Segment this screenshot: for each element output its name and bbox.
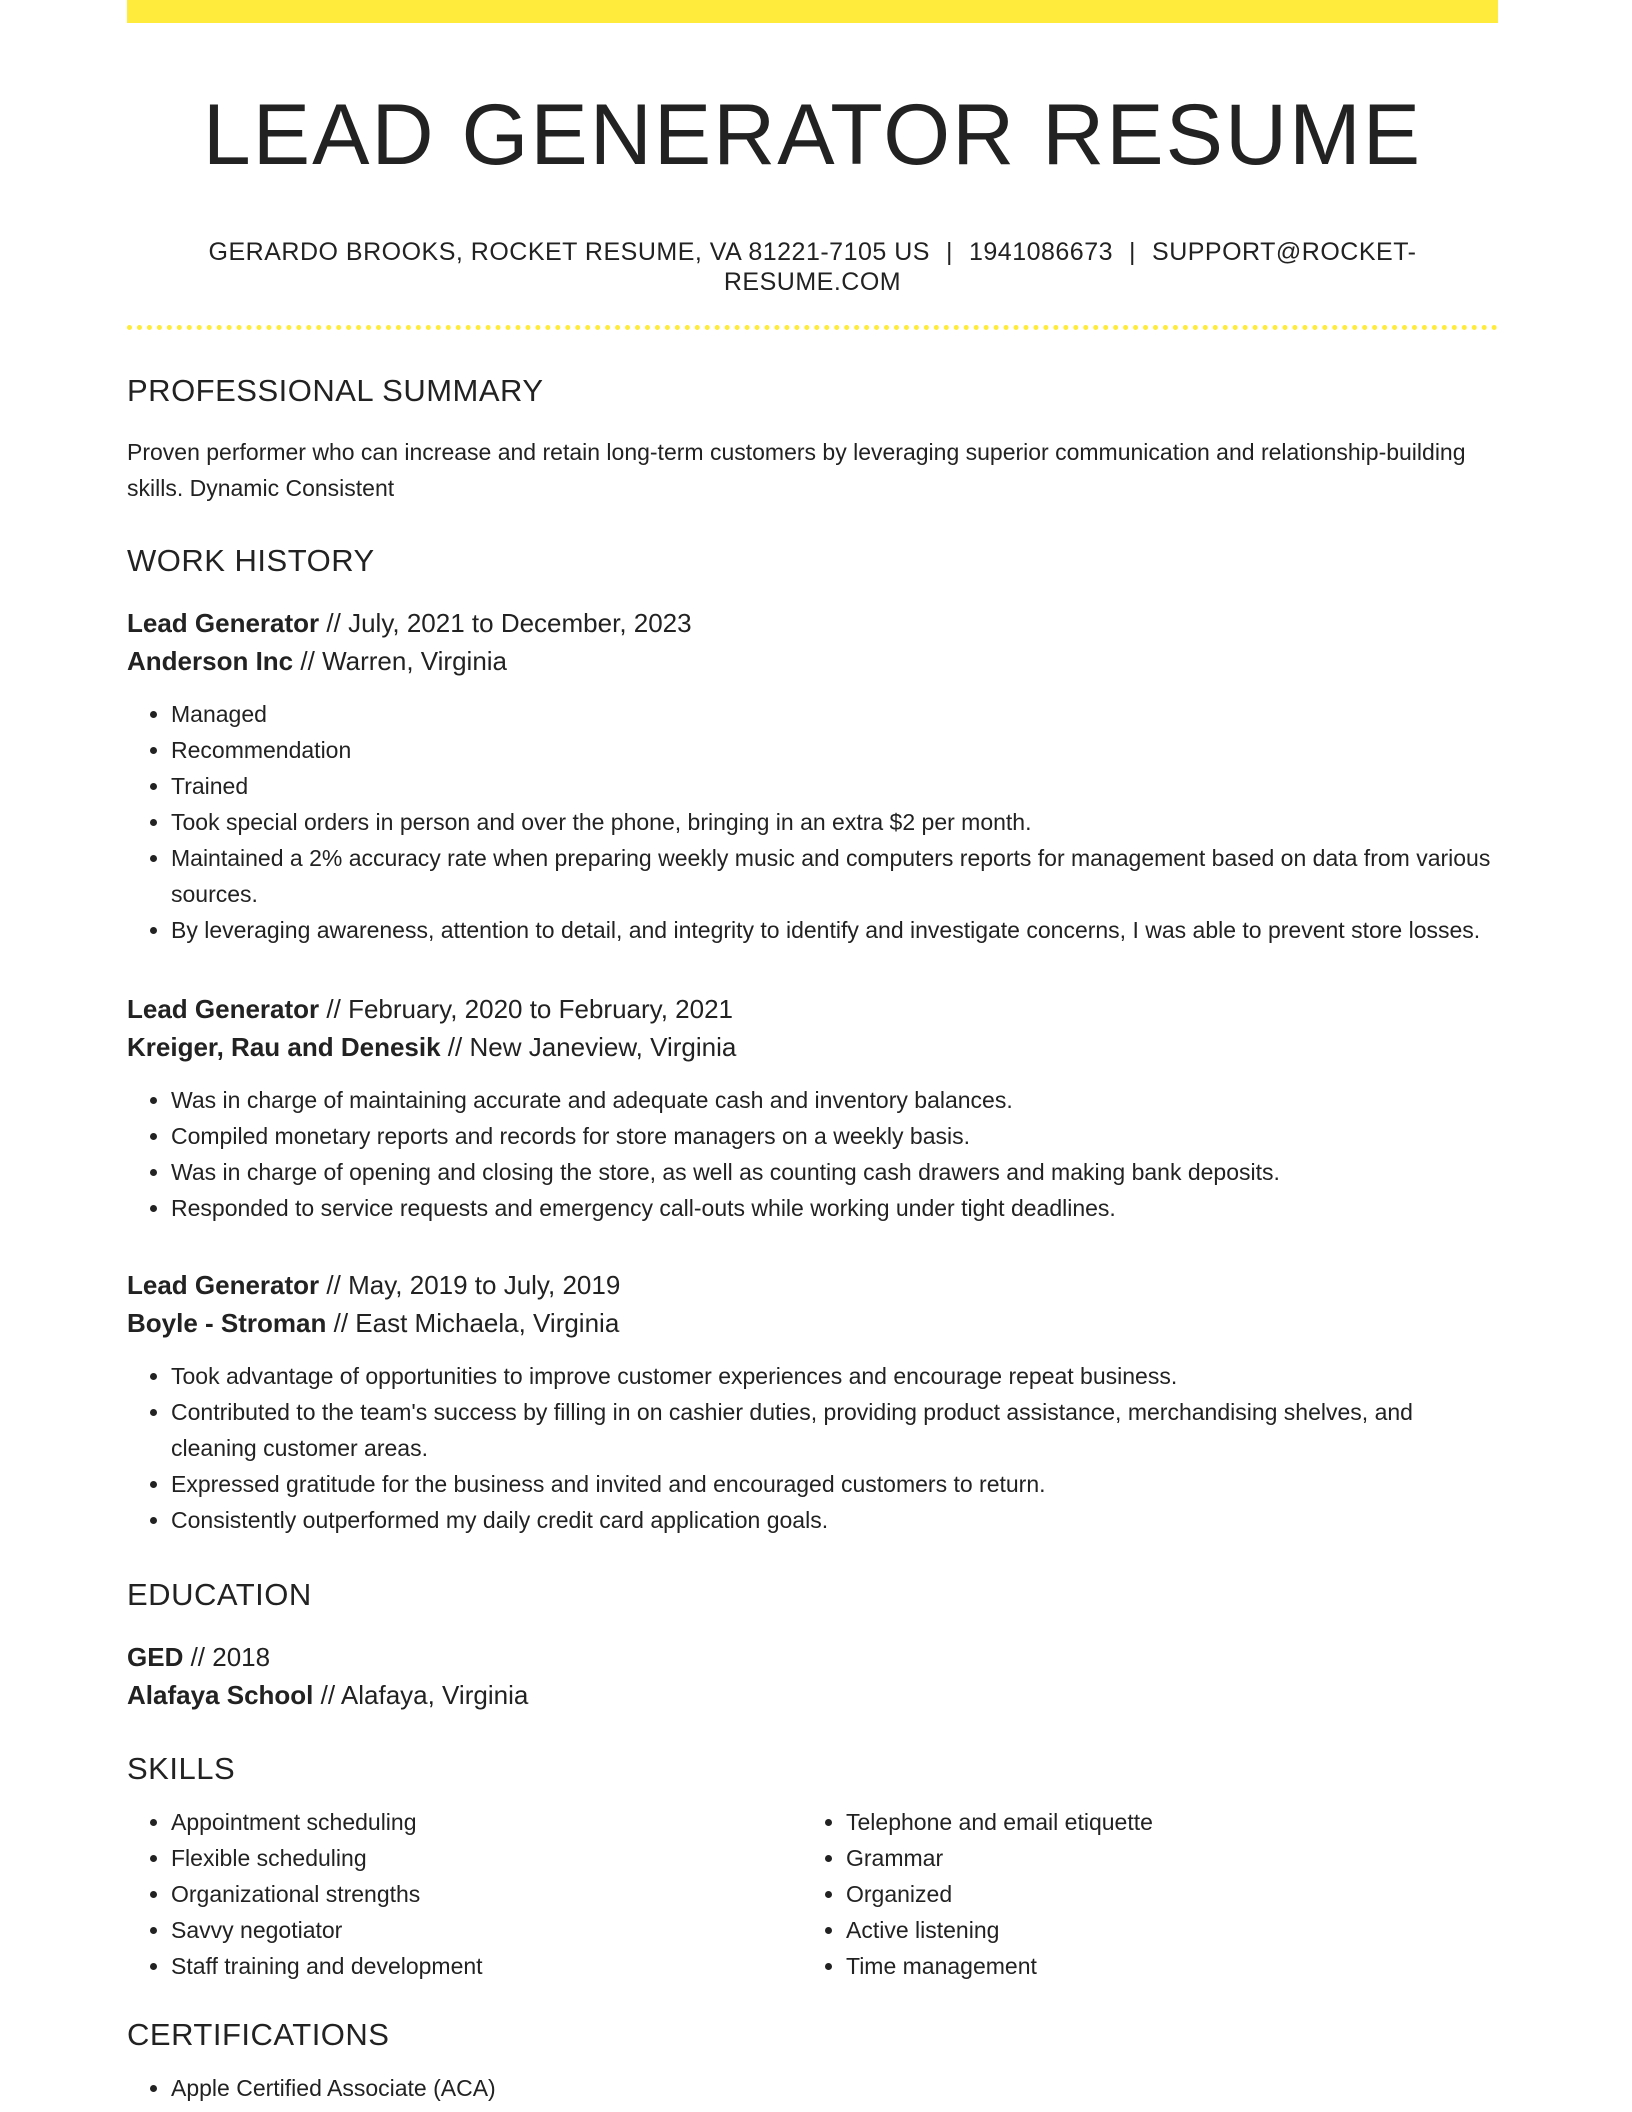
list-item: • Flexible scheduling xyxy=(171,1840,802,1876)
list-item: • Was in charge of opening and closing the store, as well as counting cash drawers and making bank deposits. xyxy=(171,1154,1498,1190)
list-item: • Expressed gratitude for the business and invited and encouraged customers to return. xyxy=(171,1466,1498,1502)
resume-title: LEAD GENERATOR RESUME xyxy=(202,87,1423,183)
job-title-line xyxy=(127,604,1498,642)
separator: // xyxy=(326,608,341,638)
school-location: Alafaya, Virginia xyxy=(340,1680,529,1710)
contact-separator: | xyxy=(1129,238,1137,266)
list-item: • Trained xyxy=(171,768,1498,804)
skills-heading: SKILLS xyxy=(127,1751,236,1786)
list-item: • Appointment scheduling xyxy=(171,1804,802,1840)
list-item: • Organized xyxy=(846,1876,1477,1912)
separator: // xyxy=(300,646,315,676)
top-accent-bar xyxy=(127,0,1498,23)
list-item: • Grammar xyxy=(846,1840,1477,1876)
job-entry xyxy=(127,990,1498,1226)
separator: // xyxy=(326,1270,341,1300)
job-title-line xyxy=(127,1266,1498,1304)
list-item: • Organizational strengths xyxy=(171,1876,802,1912)
job-title-line xyxy=(127,990,1498,1028)
job-title: Lead Generator xyxy=(127,994,320,1024)
list-item: • Managed xyxy=(171,696,1498,732)
job-dates: February, 2020 to February, 2021 xyxy=(348,994,734,1024)
skills-columns xyxy=(127,1804,1498,1984)
separator: // xyxy=(320,1680,336,1710)
summary-heading: PROFESSIONAL SUMMARY xyxy=(127,373,544,408)
job-company: Boyle - Stroman xyxy=(127,1308,327,1338)
work-history-heading: WORK HISTORY xyxy=(127,543,375,578)
education-heading: EDUCATION xyxy=(127,1577,312,1612)
list-item: • Was in charge of maintaining accurate and adequate cash and inventory balances. xyxy=(171,1082,1498,1118)
summary-text: Proven performer who can increase and retain long-term customers by leveraging superior communication and relationship-building skills. Dynamic Consistent xyxy=(127,439,1466,501)
separator: // xyxy=(447,1032,463,1062)
list-item: • Savvy negotiator xyxy=(171,1912,802,1948)
contact-separator: | xyxy=(945,238,953,266)
list-item: • Compiled monetary reports and records for store managers on a weekly basis. xyxy=(171,1118,1498,1154)
separator: // xyxy=(190,1642,206,1672)
skills-column-left xyxy=(127,1804,802,1984)
graduation-year: 2018 xyxy=(212,1642,271,1672)
list-item: • Took special orders in person and over the phone, bringing in an extra $2 per month. xyxy=(171,804,1498,840)
list-item: • Consistently outperformed my daily credit card application goals. xyxy=(171,1502,1498,1538)
job-bullets xyxy=(127,1358,1498,1538)
job-dates: May, 2019 to July, 2019 xyxy=(348,1270,621,1300)
resume-page xyxy=(127,0,1498,2106)
list-item: • Contributed to the team's success by filling in on cashier duties, providing product assistance, merchandising shelves, and cleaning customer areas. xyxy=(171,1394,1498,1466)
contact-line xyxy=(127,237,1498,297)
list-item: • Maintained a 2% accuracy rate when preparing weekly music and computers reports for management based on data from various sources. xyxy=(171,840,1498,912)
job-company: Kreiger, Rau and Denesik xyxy=(127,1032,441,1062)
list-item: • Time management xyxy=(846,1948,1477,1984)
list-item: • By leveraging awareness, attention to detail, and integrity to identify and investigate concerns, I was able to prevent store losses. xyxy=(171,912,1498,948)
job-location: Warren, Virginia xyxy=(322,646,508,676)
job-entry xyxy=(127,1266,1498,1538)
separator: // xyxy=(326,994,341,1024)
list-item: • Took advantage of opportunities to improve customer experiences and encourage repeat business. xyxy=(171,1358,1498,1394)
job-location: East Michaela, Virginia xyxy=(355,1308,620,1338)
skills-list-right xyxy=(802,1804,1477,1984)
job-company-line xyxy=(127,1028,1498,1066)
job-bullets xyxy=(127,696,1498,948)
degree: GED xyxy=(127,1642,184,1672)
list-item: • Responded to service requests and emergency call-outs while working under tight deadlines. xyxy=(171,1190,1498,1226)
job-company-line xyxy=(127,1304,1498,1342)
separator: // xyxy=(333,1308,349,1338)
contact-email: SUPPORT@ROCKET-RESUME.COM xyxy=(723,238,1417,296)
job-company: Anderson Inc xyxy=(127,646,294,676)
education-entry xyxy=(127,1638,1498,1714)
list-item: • Recommendation xyxy=(171,732,1498,768)
skills-column-right xyxy=(802,1804,1477,1984)
job-title: Lead Generator xyxy=(127,1270,320,1300)
contact-address: GERARDO BROOKS, ROCKET RESUME, VA 81221-7105 US xyxy=(208,238,930,266)
job-location: New Janeview, Virginia xyxy=(469,1032,737,1062)
list-item: • Apple Certified Associate (ACA) xyxy=(171,2070,1498,2106)
contact-phone: 1941086673 xyxy=(968,238,1114,266)
degree-line xyxy=(127,1638,1498,1676)
skills-list-left xyxy=(127,1804,802,1984)
job-title: Lead Generator xyxy=(127,608,320,638)
list-item: • Telephone and email etiquette xyxy=(846,1804,1477,1840)
certifications-heading: CERTIFICATIONS xyxy=(127,2017,390,2052)
school-name: Alafaya School xyxy=(127,1680,314,1710)
job-dates: July, 2021 to December, 2023 xyxy=(348,608,692,638)
job-company-line xyxy=(127,642,1498,680)
job-bullets xyxy=(127,1082,1498,1226)
certifications-list xyxy=(127,2070,1498,2106)
job-entry xyxy=(127,604,1498,948)
dotted-divider xyxy=(127,325,1498,330)
list-item: • Staff training and development xyxy=(171,1948,802,1984)
school-line xyxy=(127,1676,1498,1714)
list-item: • Active listening xyxy=(846,1912,1477,1948)
